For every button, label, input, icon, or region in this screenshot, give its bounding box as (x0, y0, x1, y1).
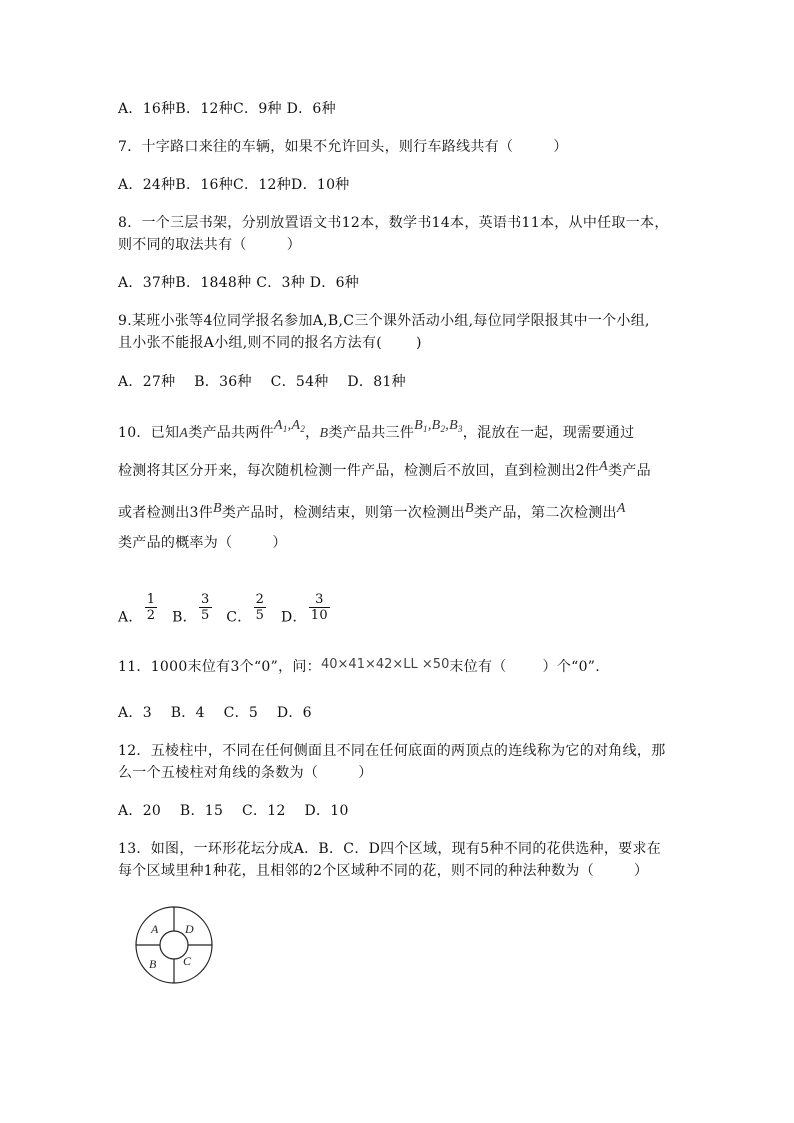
q9-line1: 9.某班小张等4位同学报名参加A,B,C三个课外活动小组,每位同学限报其中一个小组, (118, 313, 650, 329)
q10-option-d (280, 592, 332, 633)
q10-l1-d: 类产品共三件 (328, 425, 415, 441)
q9-line2-end: ) (416, 335, 422, 351)
q10-l2-b: 类产品 (607, 463, 651, 479)
q10-l3-c: 类产品，第二次检测出 (473, 505, 617, 521)
q10-option-b-fraction (199, 592, 212, 623)
q9-line2 (118, 332, 422, 352)
q10-option-a-label: A． (118, 609, 143, 626)
q8-line2 (118, 234, 301, 254)
q10-var-b-2: B (213, 501, 222, 516)
q12-line2-text: 么一个五棱柱对角线的条数为（ (118, 765, 319, 781)
q10-b2: B (431, 418, 441, 433)
q10-option-d-num: 3 (315, 592, 324, 607)
q10-l1-c: ， (305, 425, 320, 441)
q9-option-d: D．81种 (347, 374, 406, 390)
q10-option-b-num: 3 (200, 592, 210, 607)
q10-a2-sub: 2 (300, 424, 306, 434)
q9-line2-text: 且小张不能报A小组,则不同的报名方法有( (118, 335, 383, 351)
q7-stem (118, 136, 568, 156)
q13-line1: 13．如图，一环形花坛分成A．B．C．D四个区域，现有5种不同的花供选种，要求在 (118, 841, 662, 857)
region-label-a: A (151, 922, 159, 936)
q10-option-c-den: 5 (255, 608, 265, 623)
q11-a: 11．1000末位有3个“0”，问： (118, 659, 321, 675)
q10-comma-1: , (287, 418, 292, 433)
q10-l1-b: 类产品共两件 (188, 425, 274, 441)
q10-option-c-fraction (254, 592, 267, 623)
q10-b1: B (414, 418, 423, 433)
q6-options: A．16种B．12种C．9种 D．6种 (118, 101, 336, 117)
q7-stem-text: 7．十字路口来往的车辆，如果不允许回头，则行车路线共有（ (118, 139, 514, 155)
q11-options (118, 702, 326, 722)
q10-b3: B (449, 418, 458, 433)
q10-l3-b: 类产品时，检测结束，则第一次检测出 (221, 505, 465, 521)
q10-line4 (118, 532, 287, 552)
q8-line2-end: ） (286, 237, 302, 253)
q10-l4-b: ） (272, 535, 287, 551)
q10-var-a-2: A (599, 459, 608, 474)
q10-option-a-den: 2 (146, 608, 156, 623)
q9-options (118, 371, 420, 391)
q10-var-a-3: A (616, 501, 626, 516)
q10-line1 (118, 418, 635, 442)
q13-line2-end: ） (634, 863, 649, 879)
q10-line2 (118, 460, 651, 480)
q11-expression: 40×41×42×LL ×50 (320, 657, 450, 672)
q10-b3-sub: 3 (457, 424, 463, 434)
q7-options: A．24种B．16种C．12种D．10种 (118, 177, 350, 193)
q10-option-d-label: D． (280, 609, 307, 626)
q11-option-b: B．4 (170, 705, 205, 721)
q11-option-a: A．3 (118, 705, 152, 721)
q10-option-d-fraction (309, 592, 330, 623)
q10-a1-sub: 1 (282, 424, 288, 434)
q10-l1-a: 10．已知 (118, 425, 180, 441)
q10-option-b-label: B． (172, 609, 197, 626)
q9-option-c: C．54种 (270, 374, 329, 390)
q10-b1-sub: 1 (423, 424, 428, 434)
q10-var-b: B (319, 426, 329, 441)
q10-l3-a: 或者检测出3件 (118, 505, 214, 521)
q12-line2-end: ） (358, 765, 373, 781)
q10-options (118, 592, 346, 633)
q10-a1: A (274, 418, 283, 433)
q11-option-c: C．5 (223, 705, 259, 721)
region-label-d: D (185, 922, 194, 936)
q8-line2-text: 则不同的取法共有（ (118, 237, 247, 253)
q10-option-a-num: 1 (146, 592, 156, 607)
q10-b-set (414, 418, 463, 433)
q10-line3 (118, 502, 626, 522)
q10-comma-3: , (445, 418, 450, 433)
q10-comma-2: , (427, 418, 432, 433)
q7-stem-end: ） (553, 139, 568, 155)
q12-option-b: B．15 (179, 803, 224, 819)
q12-option-d: D．10 (304, 803, 349, 819)
region-label-b: B (149, 957, 157, 971)
q8-options: A．37种B．1848种 C．3种 D．6种 (118, 275, 360, 291)
q10-option-a-fraction (145, 592, 158, 623)
q13-line2-text: 每个区域里种1种花，且相邻的2个区域种不同的花，则不同的种法种数为（ (118, 863, 595, 879)
q10-b2-sub: 2 (440, 424, 446, 434)
q12-option-a: A．20 (118, 803, 162, 819)
q10-option-b (172, 592, 213, 633)
q10-var-b-3: B (464, 501, 474, 516)
q10-l4-a: 类产品的概率为（ (118, 535, 233, 551)
q10-l1-e: ，混放在一起，现需要通过 (462, 425, 635, 441)
ring-flowerbed-diagram (134, 905, 216, 987)
q9-option-b: B．36种 (194, 374, 252, 390)
q10-option-c-label: C． (226, 609, 252, 626)
q12-line1: 12．五棱柱中，不同在任何侧面且不同在任何底面的两顶点的连线称为它的对角线，那 (118, 743, 666, 759)
q10-option-c-num: 2 (255, 592, 265, 607)
q10-a-set (274, 418, 305, 433)
q12-line2 (118, 762, 373, 782)
q11-c: ）个“0”. (542, 659, 601, 675)
q10-option-c (226, 592, 268, 633)
q8-line1: 8．一个三层书架，分别放置语文书12本，数学书14本，英语书11本，从中任取一本， (118, 215, 669, 231)
q12-option-c: C．12 (241, 803, 286, 819)
q10-option-a (118, 592, 159, 633)
q10-option-d-den: 10 (310, 608, 328, 623)
q10-option-b-den: 5 (200, 608, 210, 623)
q11-option-d: D．6 (276, 705, 312, 721)
q12-options (118, 800, 363, 820)
q10-var-a: A (179, 426, 189, 441)
q13-line2 (118, 860, 648, 880)
q10-a2: A (291, 418, 301, 433)
q10-l2-a: 检测将其区分开来，每次随机检测一件产品，检测后不放回，直到检测出2件 (118, 463, 600, 479)
q11-stem (118, 656, 600, 676)
q11-b: 末位有（ (449, 659, 507, 675)
q9-option-a: A．27种 (118, 374, 176, 390)
region-label-c: C (183, 954, 192, 968)
